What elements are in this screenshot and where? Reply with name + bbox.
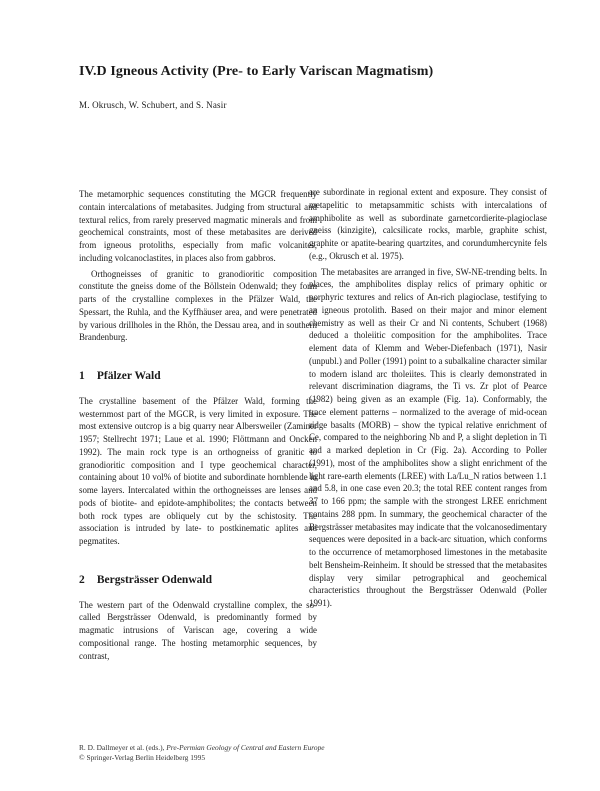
- footer-editors: R. D. Dallmeyer et al. (eds.),: [79, 743, 167, 752]
- section-heading-1: [79, 370, 317, 383]
- footer-line: [79, 743, 325, 753]
- section-title: Pfälzer Wald: [96, 370, 161, 382]
- footer-citation: [79, 743, 325, 763]
- author-list: M. Okrusch, W. Schubert, and S. Nasir: [79, 100, 227, 110]
- section-number: 2: [79, 573, 85, 586]
- section-heading-2: [79, 574, 317, 587]
- paragraph: Orthogneisses of granitic to granodioritic composition constitute the gneiss dome of the Böllstein Odenwald; they form parts of the crystalline complexes in the Pfälzer Wald, the Spessart, the Ruhla, and the Kyffhäuser area, and were penetrated by various drillholes in the Rhön, the Dessau area, and in southern Brandenburg.: [79, 268, 317, 343]
- section-title: Bergsträsser Odenwald: [96, 573, 212, 586]
- footer-book-title: Pre-Permian Geology of Central and Eastern Europe: [166, 743, 325, 752]
- section-number: 1: [79, 370, 85, 382]
- paragraph: The crystalline basement of the Pfälzer Wald, forming the westernmost part of the MGCR, is very limited in exposure. The most extensive outcrop is a big quarry near Albersweiler (Zaminer 1957; Stellrecht 1971; Laue et al. 1990; Flöttmann and Oncken 1992). The main rock type is an orthogneiss of granitic to granodioritic composition and I type geochemical character, containing about 10 vol% of biotite and subordinate hornblende in some layers. Intercalated within the orthogneisses are lenses and pods of biotite- and epidote-amphibolites; the contacts between both rock types are obliquely cut by the schistosity. The association is intruded by late- to postkinematic aplites and pegmatites.: [79, 395, 317, 546]
- paragraph: The western part of the Odenwald crystalline complex, the so-called Bergsträsser Odenwald, is predominantly formed by magmatic intrusions of Variscan age, covering a wide compositional range. The hosting metamorphic sequences, by contrast,: [79, 599, 317, 661]
- paragraph: The metamorphic sequences constituting the MGCR frequently contain intercalations of metabasites. Judging from structural and textural relics, from rarely preserved magmatic minerals and from geochemical constraints, most of these metabasites are derived from igneous protoliths, especially from mafic volcanites, including volcanoclastites, in places also from gabbros.: [79, 189, 317, 263]
- paragraph: are subordinate in regional extent and exposure. They consist of metapelitic to metapsammitic schists with intercalations of amphibolite as well as subordinate garnetcordierite-plagioclase gneiss (kinzigite), calcsilicate rocks, marble, graphite schist, graphite or apatite-bearing quartzites, and corundumhercynite fels (e.g., Okrusch et al. 1975).: [309, 187, 547, 261]
- left-column: [79, 188, 317, 662]
- footer-copyright: © Springer-Verlag Berlin Heidelberg 1995: [79, 753, 206, 762]
- right-column: [309, 186, 547, 610]
- paragraph: The metabasites are arranged in five, SW-NE-trending belts. In places, the amphibolites display relics of primary ophitic or porphyric textures and relics of An-rich plagioclase, testifying to an igneous protolith. Based on their major and minor element chemistry as well as their Cr and Ni contents, Schubert (1968) deduced a tholeiitic composition for the amphibolites. Trace element data of Klemm and Weber-Diefenbach (1971), Nasir (unpubl.) and Poller (1991) point to a subalkaline character similar to modern island arc tholeiites. This is clearly demonstrated in relevant discrimination diagrams, the Ti vs. Zr plot of Pearce (1982) being given as an example (Fig. 1a). Conformably, the trace element patterns – normalized to the average of mid-ocean ridge basalts (MORB) – show the typical relative enrichment of Ce, compared to the neighboring Nb and P, a slight depletion in Ti and a marked depletion in Cr (Fig. 2a). According to Poller (1991), most of the amphibolites show a slight enrichment of the light rare-earth elements (LREE) with La/Lu_N ratios between 1.1 and 5.8, in one case even 20.3; the total REE content ranges from 37 to 166 ppm; the sample with the strongest LREE enrichment contains 288 ppm. In summary, the geochemical character of the Bergsträsser metabasites may indicate that the volcanosedimentary sequences were deposited in a back-arc situation, which conforms to the occurrence of metamorphosed limestones in the metabasite belt Bensheim-Reinheim. It should be stressed that the metabasites display very similar petrographical and geochemical characteristics throughout the Bergsträsser Odenwald (Poller 1991).: [309, 266, 547, 608]
- chapter-title: IV.D Igneous Activity (Pre- to Early Variscan Magmatism): [79, 64, 434, 79]
